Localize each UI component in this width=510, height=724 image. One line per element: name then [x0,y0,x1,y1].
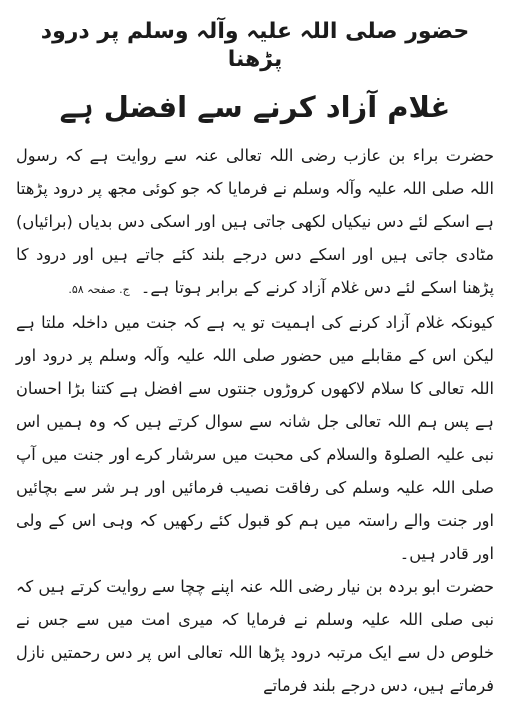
paragraph-1-text: حضرت براء بن عازب رضی اللہ تعالی عنہ سے روایت ہے کہ رسول اللہ صلی اللہ علیہ وآلہ وسلم نے فرمایا کہ جو کوئی مجھ پر درود پڑھتا ہے اسکے لئے دس نیکیاں لکھی جاتی ہیں اور اسکی دس بدیاں (برائیاں) مٹادی جاتی ہیں اور اسکے دس درجے بلند کئے جاتے ہیں اور درود کا پڑھنا اسکے لئے دس غلام آزاد کرنے کے برابر ہوتا ہے۔ [16,146,494,298]
reference-note: ج. صفحہ ۵۸. [68,283,130,297]
paragraph-2-text: کیونکہ غلام آزاد کرنے کی اہمیت تو یہ ہے کہ جنت میں داخلہ ملتا ہے لیکن اس کے مقابلے میں حضور صلی اللہ علیہ وآلہ وسلم پر درود اور اللہ تعالی کا سلام لاکھوں کروڑوں جنتوں سے افضل ہے کتنا بڑا احسان ہے پس ہم اللہ تعالی جل شانہ سے سوال کرتے ہیں کہ وہ ہمیں اس نبی علیہ الصلوۃ والسلام کی محبت میں سرشار کرے اور جنت میں آپ صلی اللہ علیہ وسلم کی رفاقت نصیب فرمائیں اور ہر شر سے بچائیں اور جنت والے راستہ میں ہم کو قبول کئے رکھیں کہ وہی اس کے ولی اور قادر ہیں۔ [16,313,494,564]
paragraph-3-text: حضرت ابو بردہ بن نیار رضی اللہ عنہ اپنے چچا سے روایت کرتے ہیں کہ نبی صلی اللہ علیہ وسلم نے فرمایا کہ میری امت میں سے جس نے خلوص دل سے ایک مرتبہ درود پڑھا اللہ تعالی اس پر دس رحمتیں نازل فرماتے ہیں، دس درجے بلند فرماتے [16,577,494,696]
paragraph-3 [16,570,494,702]
paragraph-1 [16,139,494,306]
paragraph-2 [16,306,494,570]
heading-line-2: غلام آزاد کرنے سے افضل ہے [59,90,451,124]
heading-line-1: حضور صلی اللہ علیہ وآلہ وسلم پر درود پڑھنا [40,19,470,72]
